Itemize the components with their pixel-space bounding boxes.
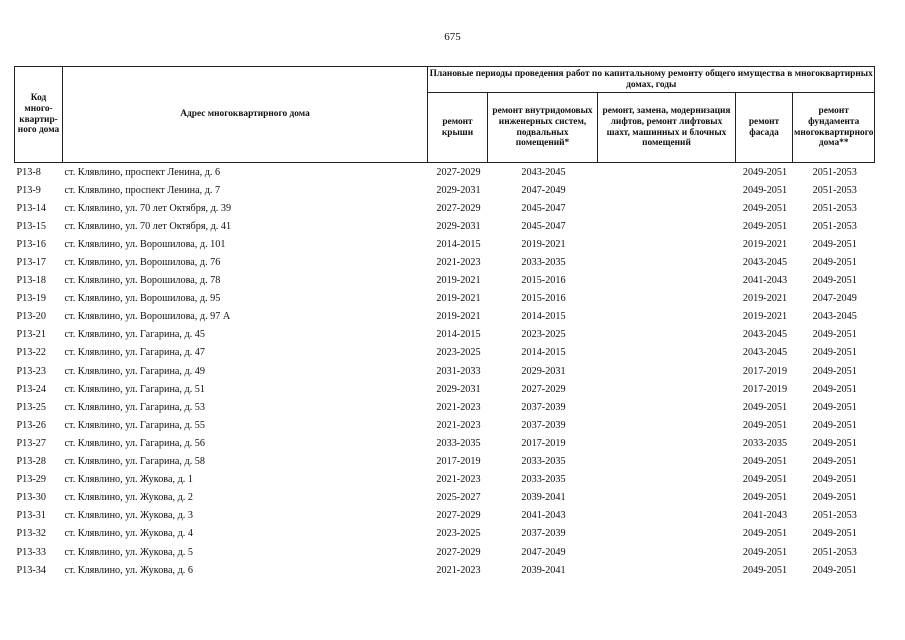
cell-code: Р13-25 xyxy=(16,401,46,413)
header-planned-periods: Плановые периоды проведения работ по капитальному ремонту общего имущества в многоквартирных домах, годы xyxy=(428,67,875,93)
header-facade: ремонт фасада xyxy=(736,93,793,163)
cell-roof: 2025-2027 xyxy=(436,492,481,504)
cell-engineering: 2015-2016 xyxy=(521,293,566,305)
cell-elevator xyxy=(598,434,736,452)
cell-roof: 2023-2025 xyxy=(436,528,481,540)
cell-code: Р13-30 xyxy=(16,492,46,504)
cell-engineering: 2037-2039 xyxy=(521,528,566,540)
table-row xyxy=(15,471,875,489)
cell-foundation: 2051-2053 xyxy=(812,546,857,558)
cell-elevator xyxy=(598,290,736,308)
table-header xyxy=(15,67,875,163)
cell-code: Р13-23 xyxy=(16,365,46,377)
cell-engineering: 2027-2029 xyxy=(521,383,566,395)
cell-foundation: 2051-2053 xyxy=(812,202,857,214)
cell-roof: 2029-2031 xyxy=(436,383,481,395)
cell-elevator xyxy=(598,525,736,543)
cell-engineering: 2037-2039 xyxy=(521,401,566,413)
cell-foundation: 2051-2053 xyxy=(812,166,857,178)
cell-code: Р13-8 xyxy=(16,166,41,178)
cell-code: Р13-20 xyxy=(16,311,46,323)
cell-foundation: 2049-2051 xyxy=(812,419,857,431)
table-body xyxy=(15,163,875,580)
table-row xyxy=(15,308,875,326)
cell-foundation: 2049-2051 xyxy=(812,492,857,504)
cell-elevator xyxy=(598,199,736,217)
cell-address: ст. Клявлино, ул. Гагарина, д. 47 xyxy=(64,347,205,359)
cell-foundation: 2049-2051 xyxy=(812,474,857,486)
table-row xyxy=(15,290,875,308)
table-row xyxy=(15,453,875,471)
cell-facade: 2017-2019 xyxy=(742,365,788,377)
cell-foundation: 2051-2053 xyxy=(812,510,857,522)
cell-facade: 2049-2051 xyxy=(742,202,788,214)
cell-engineering: 2014-2015 xyxy=(521,347,566,359)
cell-roof: 2027-2029 xyxy=(436,546,481,558)
cell-foundation: 2049-2051 xyxy=(812,365,857,377)
header-foundation: ремонт фундамента многоквартирного дома** xyxy=(793,93,875,163)
cell-address: ст. Клявлино, ул. Жукова, д. 2 xyxy=(64,492,193,504)
cell-elevator xyxy=(598,217,736,235)
cell-facade: 2049-2051 xyxy=(742,456,788,468)
cell-code: Р13-16 xyxy=(16,238,46,250)
cell-address: ст. Клявлино, ул. 70 лет Октября, д. 41 xyxy=(64,220,232,232)
cell-facade: 2043-2045 xyxy=(742,257,788,269)
header-engineering-systems: ремонт внутридомовых инженерных систем, подвальных помещений* xyxy=(488,93,598,163)
header-code: Код много-квартир-ного дома xyxy=(15,67,63,163)
cell-facade: 2019-2021 xyxy=(742,238,788,250)
cell-foundation: 2049-2051 xyxy=(812,528,857,540)
cell-address: ст. Клявлино, ул. Гагарина, д. 53 xyxy=(64,401,205,413)
cell-roof: 2021-2023 xyxy=(436,401,481,413)
cell-facade: 2049-2051 xyxy=(742,546,788,558)
cell-address: ст. Клявлино, ул. Гагарина, д. 45 xyxy=(64,329,205,341)
table-row xyxy=(15,344,875,362)
cell-elevator xyxy=(598,235,736,253)
cell-elevator xyxy=(598,272,736,290)
cell-roof: 2019-2021 xyxy=(436,293,481,305)
cell-engineering: 2015-2016 xyxy=(521,275,566,287)
cell-roof: 2021-2023 xyxy=(436,474,481,486)
cell-facade: 2019-2021 xyxy=(742,311,788,323)
cell-code: Р13-14 xyxy=(16,202,46,214)
cell-roof: 2021-2023 xyxy=(436,419,481,431)
cell-roof: 2019-2021 xyxy=(436,275,481,287)
cell-roof: 2027-2029 xyxy=(436,202,481,214)
capital-repair-schedule-table xyxy=(14,66,875,579)
cell-foundation: 2049-2051 xyxy=(812,238,857,250)
cell-facade: 2041-2043 xyxy=(742,510,788,522)
cell-roof: 2017-2019 xyxy=(436,456,481,468)
cell-address: ст. Клявлино, ул. Гагарина, д. 58 xyxy=(64,456,205,468)
cell-address: ст. Клявлино, ул. Жукова, д. 4 xyxy=(64,528,193,540)
table-row xyxy=(15,507,875,525)
cell-code: Р13-24 xyxy=(16,383,46,395)
cell-facade: 2017-2019 xyxy=(742,383,788,395)
table-row xyxy=(15,434,875,452)
cell-code: Р13-22 xyxy=(16,347,46,359)
cell-facade: 2049-2051 xyxy=(742,184,788,196)
cell-facade: 2043-2045 xyxy=(742,329,788,341)
cell-address: ст. Клявлино, ул. Гагарина, д. 49 xyxy=(64,365,205,377)
cell-elevator xyxy=(598,453,736,471)
cell-engineering: 2045-2047 xyxy=(521,202,566,214)
table-row xyxy=(15,163,875,182)
cell-address: ст. Клявлино, ул. Ворошилова, д. 97 А xyxy=(64,311,231,323)
cell-roof: 2014-2015 xyxy=(436,329,481,341)
cell-foundation: 2049-2051 xyxy=(812,383,857,395)
cell-address: ст. Клявлино, ул. Ворошилова, д. 78 xyxy=(64,275,221,287)
table-row xyxy=(15,181,875,199)
cell-foundation: 2049-2051 xyxy=(812,257,857,269)
cell-elevator xyxy=(598,253,736,271)
cell-engineering: 2029-2031 xyxy=(521,365,566,377)
cell-elevator xyxy=(598,471,736,489)
table-row xyxy=(15,199,875,217)
table-row xyxy=(15,561,875,579)
cell-engineering: 2037-2039 xyxy=(521,419,566,431)
cell-facade: 2033-2035 xyxy=(742,437,788,449)
cell-facade: 2049-2051 xyxy=(742,401,788,413)
cell-code: Р13-18 xyxy=(16,275,46,287)
cell-address: ст. Клявлино, проспект Ленина, д. 7 xyxy=(64,184,221,196)
cell-roof: 2023-2025 xyxy=(436,347,481,359)
table-row xyxy=(15,489,875,507)
cell-roof: 2027-2029 xyxy=(436,166,481,178)
cell-address: ст. Клявлино, ул. Жукова, д. 1 xyxy=(64,474,193,486)
cell-engineering: 2039-2041 xyxy=(521,564,566,576)
cell-code: Р13-32 xyxy=(16,528,46,540)
header-roof: ремонт крыши xyxy=(428,93,488,163)
cell-foundation: 2049-2051 xyxy=(812,564,857,576)
cell-foundation: 2051-2053 xyxy=(812,220,857,232)
table-row xyxy=(15,253,875,271)
cell-address: ст. Клявлино, ул. Жукова, д. 5 xyxy=(64,546,193,558)
table-row xyxy=(15,217,875,235)
cell-roof: 2014-2015 xyxy=(436,238,481,250)
cell-engineering: 2047-2049 xyxy=(521,546,566,558)
cell-code: Р13-26 xyxy=(16,419,46,431)
header-address: Адрес многоквартирного дома xyxy=(63,67,428,163)
cell-facade: 2019-2021 xyxy=(742,293,788,305)
table-row xyxy=(15,272,875,290)
cell-facade: 2049-2051 xyxy=(742,166,788,178)
cell-address: ст. Клявлино, ул. Ворошилова, д. 101 xyxy=(64,238,226,250)
cell-foundation: 2049-2051 xyxy=(812,275,857,287)
cell-foundation: 2051-2053 xyxy=(812,184,857,196)
cell-foundation: 2043-2045 xyxy=(812,311,857,323)
cell-elevator xyxy=(598,326,736,344)
cell-code: Р13-9 xyxy=(16,184,41,196)
cell-address: ст. Клявлино, ул. Жукова, д. 3 xyxy=(64,510,193,522)
cell-code: Р13-21 xyxy=(16,329,46,341)
cell-address: ст. Клявлино, проспект Ленина, д. 6 xyxy=(64,166,221,178)
cell-roof: 2033-2035 xyxy=(436,437,481,449)
cell-elevator xyxy=(598,507,736,525)
cell-engineering: 2023-2025 xyxy=(521,329,566,341)
cell-elevator xyxy=(598,416,736,434)
page-number: 675 xyxy=(444,31,461,43)
cell-elevator xyxy=(598,398,736,416)
cell-elevator xyxy=(598,362,736,380)
cell-code: Р13-15 xyxy=(16,220,46,232)
cell-facade: 2049-2051 xyxy=(742,492,788,504)
cell-engineering: 2043-2045 xyxy=(521,166,566,178)
table-row xyxy=(15,362,875,380)
cell-engineering: 2045-2047 xyxy=(521,220,566,232)
cell-code: Р13-28 xyxy=(16,456,46,468)
table-row xyxy=(15,380,875,398)
table-row xyxy=(15,416,875,434)
table-row xyxy=(15,398,875,416)
cell-roof: 2021-2023 xyxy=(436,564,481,576)
cell-elevator xyxy=(598,181,736,199)
cell-address: ст. Клявлино, ул. Ворошилова, д. 95 xyxy=(64,293,221,305)
cell-engineering: 2017-2019 xyxy=(521,437,566,449)
cell-address: ст. Клявлино, ул. Гагарина, д. 56 xyxy=(64,437,205,449)
cell-elevator xyxy=(598,543,736,561)
cell-facade: 2049-2051 xyxy=(742,419,788,431)
cell-address: ст. Клявлино, ул. Гагарина, д. 55 xyxy=(64,419,205,431)
cell-elevator xyxy=(598,489,736,507)
cell-foundation: 2049-2051 xyxy=(812,456,857,468)
cell-address: ст. Клявлино, ул. Гагарина, д. 51 xyxy=(64,383,205,395)
cell-roof: 2031-2033 xyxy=(436,365,481,377)
cell-facade: 2041-2043 xyxy=(742,275,788,287)
cell-elevator xyxy=(598,163,736,182)
cell-facade: 2049-2051 xyxy=(742,564,788,576)
cell-engineering: 2033-2035 xyxy=(521,257,566,269)
cell-facade: 2049-2051 xyxy=(742,528,788,540)
cell-foundation: 2047-2049 xyxy=(812,293,857,305)
cell-code: Р13-33 xyxy=(16,546,46,558)
cell-foundation: 2049-2051 xyxy=(812,437,857,449)
cell-foundation: 2049-2051 xyxy=(812,401,857,413)
cell-elevator xyxy=(598,380,736,398)
table-row xyxy=(15,326,875,344)
cell-foundation: 2049-2051 xyxy=(812,329,857,341)
cell-engineering: 2033-2035 xyxy=(521,456,566,468)
cell-facade: 2043-2045 xyxy=(742,347,788,359)
cell-engineering: 2014-2015 xyxy=(521,311,566,323)
cell-code: Р13-31 xyxy=(16,510,46,522)
header-elevators: ремонт, замена, модернизация лифтов, ремонт лифтовых шахт, машинных и блочных помещений xyxy=(598,93,736,163)
cell-facade: 2049-2051 xyxy=(742,220,788,232)
cell-address: ст. Клявлино, ул. 70 лет Октября, д. 39 xyxy=(64,202,232,214)
cell-code: Р13-34 xyxy=(16,564,46,576)
cell-elevator xyxy=(598,561,736,579)
cell-roof: 2027-2029 xyxy=(436,510,481,522)
cell-elevator xyxy=(598,308,736,326)
cell-code: Р13-17 xyxy=(16,257,46,269)
cell-roof: 2019-2021 xyxy=(436,311,481,323)
cell-roof: 2029-2031 xyxy=(436,184,481,196)
cell-address: ст. Клявлино, ул. Ворошилова, д. 76 xyxy=(64,257,221,269)
cell-facade: 2049-2051 xyxy=(742,474,788,486)
cell-code: Р13-27 xyxy=(16,437,46,449)
table-row xyxy=(15,235,875,253)
cell-foundation: 2049-2051 xyxy=(812,347,857,359)
cell-engineering: 2033-2035 xyxy=(521,474,566,486)
table-row xyxy=(15,543,875,561)
cell-engineering: 2019-2021 xyxy=(521,238,566,250)
cell-roof: 2029-2031 xyxy=(436,220,481,232)
cell-roof: 2021-2023 xyxy=(436,257,481,269)
cell-engineering: 2047-2049 xyxy=(521,184,566,196)
cell-code: Р13-29 xyxy=(16,474,46,486)
cell-address: ст. Клявлино, ул. Жукова, д. 6 xyxy=(64,564,193,576)
cell-code: Р13-19 xyxy=(16,293,46,305)
cell-elevator xyxy=(598,344,736,362)
table-row xyxy=(15,525,875,543)
cell-engineering: 2041-2043 xyxy=(521,510,566,522)
cell-engineering: 2039-2041 xyxy=(521,492,566,504)
